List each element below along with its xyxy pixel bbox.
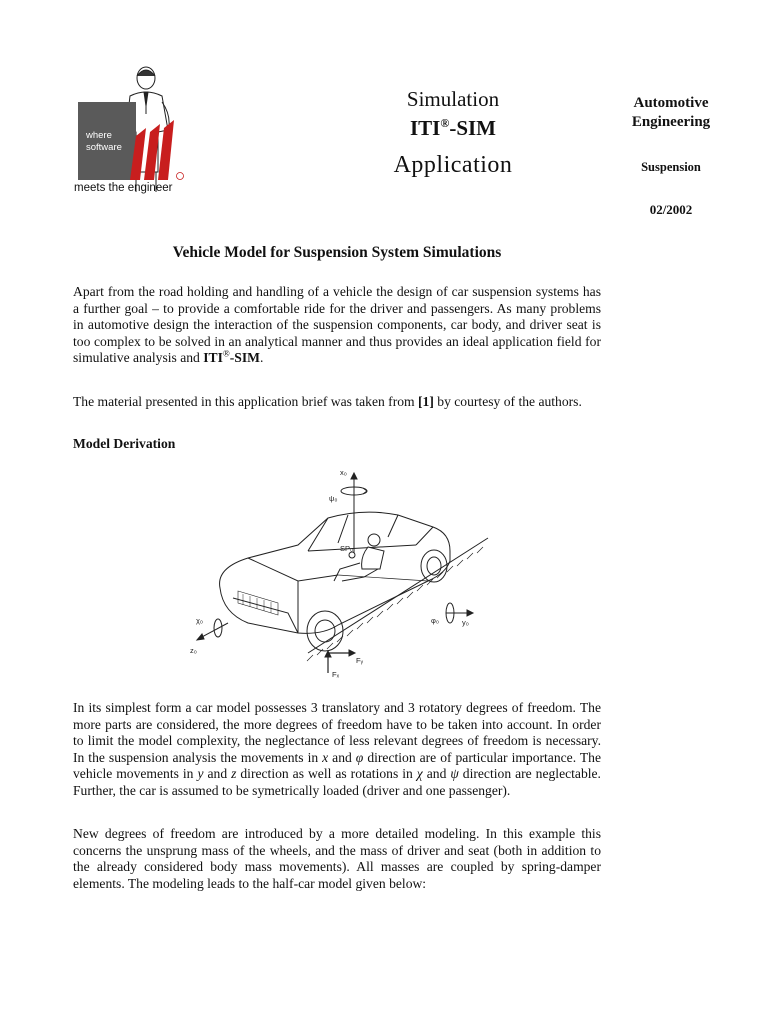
document-title: Vehicle Model for Suspension System Simulations [172, 244, 502, 261]
p2-start: The material presented in this application brief was taken from [73, 394, 419, 409]
paragraph-source [73, 394, 601, 411]
header-automotive: Automotive [633, 95, 709, 111]
label-z-axis: z₀ [190, 646, 197, 655]
car-body [220, 512, 450, 633]
p1-iti: ITI [203, 350, 223, 366]
rear-wheel [421, 550, 447, 582]
logo-text-where: where [86, 130, 112, 141]
symbol-psi: ψ [450, 766, 459, 782]
driver-figure [334, 534, 384, 581]
header-date: 02/2002 [649, 202, 693, 217]
label-x-axis: x₀ [340, 468, 347, 477]
road-surface [307, 538, 488, 661]
logo-tagline: meets the engineer [74, 182, 173, 194]
header-simulation: Simulation [406, 87, 500, 111]
label-chi: χ₀ [196, 616, 204, 625]
symbol-y: y [197, 766, 204, 782]
header-engineering: Engineering [631, 114, 711, 130]
coordinate-axes [197, 473, 473, 673]
p3-part-g: direction are neglectable. Further, the car is assumed to be symetrically loaded (driver and one passenger). [73, 766, 601, 798]
header-category [612, 94, 730, 132]
header-application: Application [393, 152, 513, 178]
p1-reg: ® [222, 348, 230, 359]
logo-text-software: software [86, 142, 122, 153]
label-phi: φ₀ [431, 616, 439, 625]
header-topic: Suspension [641, 160, 701, 174]
header-iti: ITI [410, 116, 441, 140]
p3-part-a: In its simplest form a car model possesses 3 translatory and 3 rotatory degrees of freedom. The more parts are considered, the more degrees of freedom have to be taken into account. In order to limit the model complexity, the neglectance of less relevant degrees of freedom is necessary. In the suspension analysis the movements in [73, 700, 601, 765]
symbol-chi: χ [416, 766, 423, 782]
logo-box-text [86, 130, 122, 154]
paragraph-degrees-of-freedom [73, 700, 601, 800]
p1-text: Apart from the road holding and handling of a vehicle the design of car suspension systems has a further goal – to provide a comfortable ride for the driver and passengers. As many problems in automotive design the interaction of the suspension components, car body, and driver seat is too complex to be solved in an analytical manner and thus provides an ideal application field for simulative analysis and [73, 284, 601, 366]
section-heading: Model Derivation [73, 436, 176, 451]
p3-part-f: and [422, 766, 451, 782]
label-fx: Fₓ [332, 670, 340, 679]
header-iti-sim [330, 116, 576, 141]
paragraph-intro [73, 284, 601, 367]
header-sim-suffix: -SIM [449, 116, 496, 140]
p1-end: . [259, 350, 264, 366]
p3-part-e: direction as well as rotations in [236, 766, 417, 782]
symbol-x: x [322, 749, 329, 765]
p1-sim: -SIM [229, 350, 260, 366]
header-reg-mark: ® [440, 116, 450, 130]
paragraph-detailed-model: New degrees of freedom are introduced by a more detailed modeling. In this example this concerns the unsprung mass of the wheels, and the mass of driver and seat (both in addition to the already considered body mass movements). All masses are coupled by spring-damper elements. The modeling leads to the half-car model given below: [73, 826, 601, 891]
label-fy: Fᵧ [356, 656, 363, 665]
label-psi: ψ₀ [329, 494, 338, 503]
symbol-z: z [231, 766, 237, 782]
p3-part-b: and [328, 749, 356, 765]
p3-part-d: and [203, 766, 232, 782]
vehicle-model-figure [188, 463, 498, 683]
p3-part-c: direction are of particular importance. The vehicle movements in [73, 749, 601, 782]
reference-link[interactable]: [1] [418, 394, 434, 409]
label-y-axis: y₀ [462, 618, 469, 627]
symbol-phi: φ [355, 749, 364, 765]
label-sp: SP₀ [340, 544, 354, 553]
p2-end: by courtesy of the authors. [433, 394, 582, 409]
